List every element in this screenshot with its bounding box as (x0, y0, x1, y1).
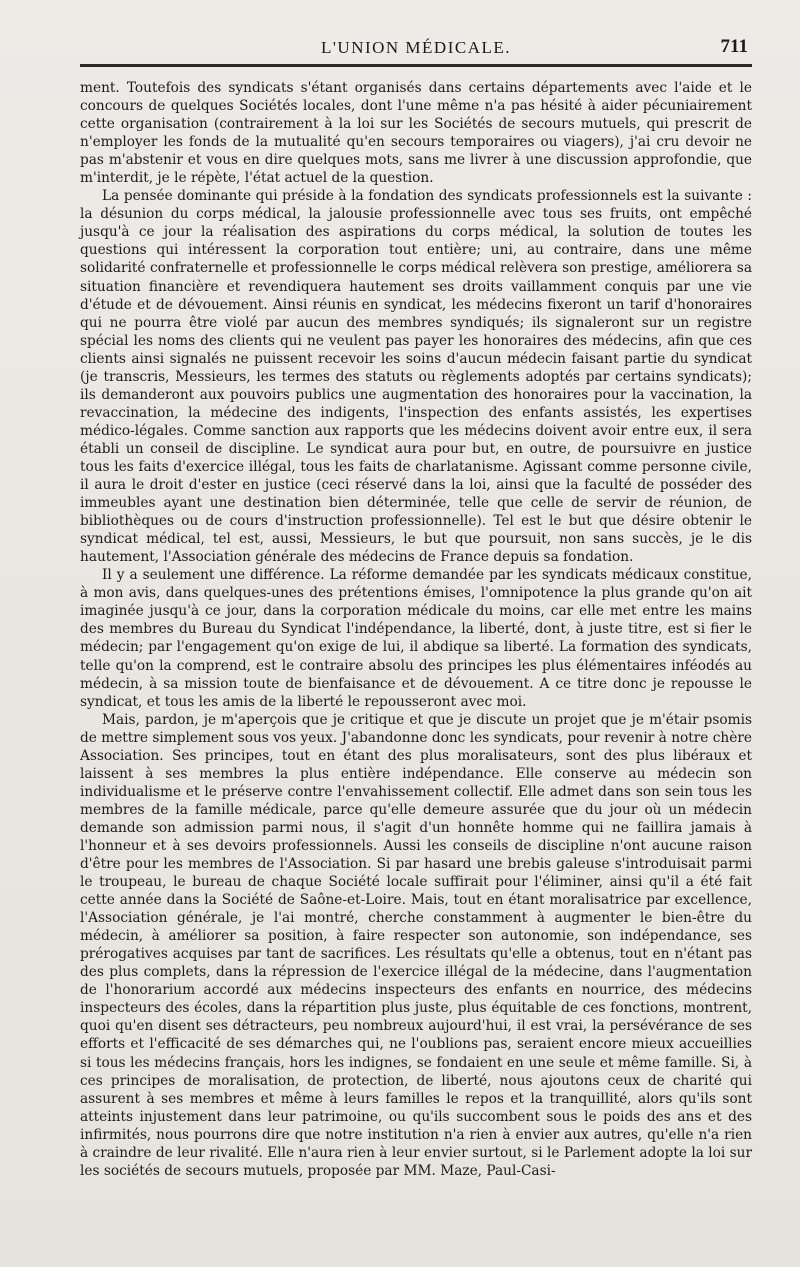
paragraph: Il y a seulement une différence. La réforme demandée par les syndicats médicaux constitue, à mon avis, dans quelques-unes des prétentions émises, l'omnipotence la plus grande qu'on ait imaginée jusqu'à ce jour, dans la corporation médicale du moins, car elle met entre les mains des membres du Bureau du Syndicat l'indépendance, la liberté, dont, à juste titre, est si fier le médecin; par l'engagement qu'on exige de lui, il abdique sa liberté. La formation des syndicats, telle qu'on la comprend, est le contraire absolu des principes les plus élémentaires inféodés au médecin, à sa mission toute de bienfaisance et de dévouement. A ce titre donc je repousse le syndicat, et tous les amis de la liberté le repousseront avec moi. (80, 567, 752, 710)
header-rule (80, 64, 752, 67)
paragraph: La pensée dominante qui préside à la fondation des syndicats professionnels est la suivante : la désunion du corps médical, la jalousie professionnelle avec tous ses fruits, ont empêché jusqu'à ce jour la réalisation des aspirations du corps médical, la solution de toutes les questions qui intéressent la corporation tout entière; uni, au contraire, dans une même solidarité confraternelle et professionnelle le corps médical relèvera son prestige, améliorera sa situation financière et revendiquera hautement ses droits vaillamment conquis par une vie d'étude et de dévouement. Ainsi réunis en syndicat, les médecins fixeront un tarif d'honoraires qui ne pourra être violé par aucun des membres syndiqués; ils signaleront sur un registre spécial les noms des clients qui ne veulent pas payer les honoraires des médecins, afin que ces clients ainsi signalés ne puissent recevoir les soins d'aucun médecin faisant partie du syndicat (je transcris, Messieurs, les termes des statuts ou règlements adoptés par certains syndicats); ils demanderont aux pouvoirs publics une augmentation des honoraires pour la vaccination, la revaccination, la médecine des indigents, l'inspection des enfants assistés, les expertises médico-légales. Comme sanction aux rapports que les médecins doivent avoir entre eux, il sera établi un conseil de discipline. Le syndicat aura pour but, en outre, de poursuivre en justice tous les faits d'exercice illégal, tous les faits de charlatanisme. Agissant comme personne civile, il aura le droit d'ester en justice (ceci réservé dans la loi, ainsi que la faculté de posséder des immeubles ayant une destination bien déterminée, telle que celle de servir de réunion, de bibliothèques ou de cours d'instruction professionnelle). Tel est le but que désire obtenir le syndicat médical, tel est, aussi, Messieurs, le but que poursuit, non sans succès, je le dis hautement, l'Association générale des médecins de France depuis sa fondation. (80, 188, 752, 566)
body-text (80, 79, 752, 1180)
running-head (80, 30, 752, 64)
page-number: 711 (720, 36, 748, 57)
running-title: L'UNION MÉDICALE. (320, 38, 512, 57)
paragraph: Mais, pardon, je m'aperçois que je critique et que je discute un projet que je m'étair psomis de mettre simplement sous vos yeux. J'abandonne donc les syndicats, pour revenir à notre chère Association. Ses principes, tout en étant des plus moralisateurs, sont des plus libéraux et laissent à ses membres la plus entière indépendance. Elle conserve au médecin son individualisme et le préserve contre l'envahissement collectif. Elle admet dans son sein tous les membres de la famille médicale, parce qu'elle demeure assurée que du jour où un médecin demande son admission parmi nous, il s'agit d'un honnête homme qui ne faillira jamais à l'honneur et à ses devoirs professionnels. Aussi les conseils de discipline n'ont aucune raison d'être pour les membres de l'Association. Si par hasard une brebis galeuse s'introduisait parmi le troupeau, le bureau de chaque Société locale suffirait pour l'éliminer, ainsi qu'il a été fait cette année dans la Société de Saône-et-Loire. Mais, tout en étant moralisatrice par excellence, l'Association générale, je l'ai montré, cherche constamment à augmenter le bien-être du médecin, à améliorer sa position, à faire respecter son autonomie, son indépendance, ses prérogatives acquises par tant de sacrifices. Les résultats qu'elle a obtenus, tout en n'étant pas des plus complets, dans la répression de l'exercice illégal de la médecine, dans l'augmentation de l'honorarium accordé aux médecins inspecteurs des enfants en nourrice, des médecins inspecteurs des écoles, dans la répartition plus juste, plus équitable de ces fonctions, montrent, quoi qu'en disent ses détracteurs, peu nombreux aujourd'hui, il est vrai, la persévérance de ses efforts et l'efficacité de ses démarches qui, ne l'oublions pas, seraient encore mieux accueillies si tous les médecins français, hors les indignes, se fondaient en une seule et même famille. Si, à ces principes de moralisation, de protection, de liberté, nous ajoutons ceux de charité qui assurent à ses membres et même à leurs familles le repos et la tranquillité, alors qu'ils sont atteints injustement dans leur patrimoine, ou qu'ils succombent sous le poids des ans et des infirmités, nous pourrons dire que notre institution n'a rien à envier aux autres, qu'elle n'a rien à craindre de leur rivalité. Elle n'aura rien à leur envier surtout, si le Parlement adopte la loi sur les sociétés de secours mutuels, proposée par MM. Maze, Paul-Casi- (80, 711, 752, 1179)
paragraph: ment. Toutefois des syndicats s'étant organisés dans certains départements avec l'aide et le concours de quelques Sociétés locales, dont l'une même n'a pas hésité à aider pécuniairement cette organisation (contrairement à la loi sur les Sociétés de secours mutuels, qui prescrit de n'employer les fonds de la mutualité qu'en secours temporaires ou viagers), j'ai cru devoir ne pas m'abstenir et vous en dire quelques mots, sans me livrer à une discussion approfondie, que m'interdit, je le répète, l'état actuel de la question. (80, 80, 752, 187)
